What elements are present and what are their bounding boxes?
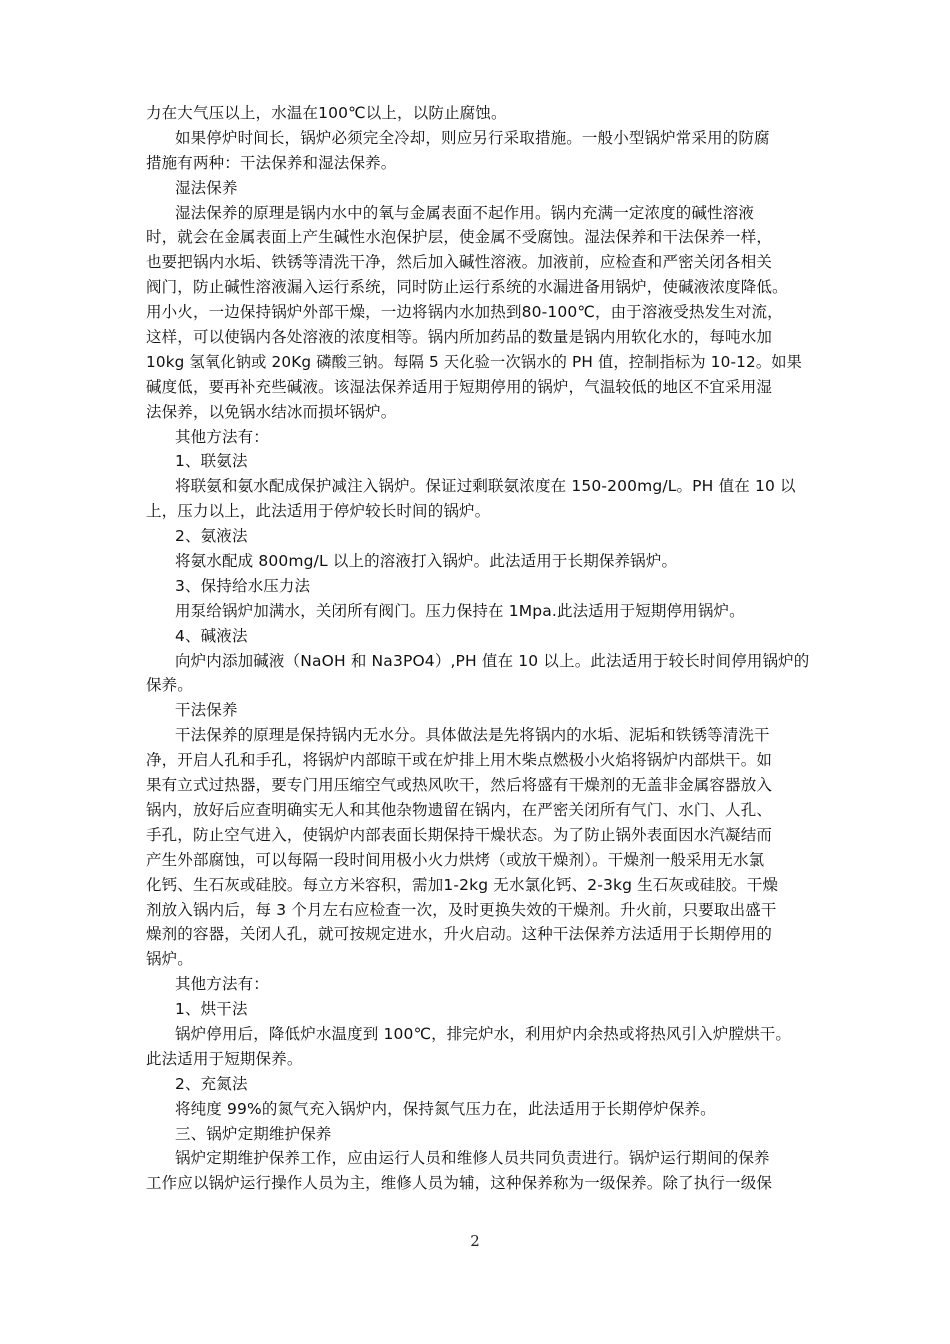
page-number: 2 [470,1232,480,1250]
text-line: 锅炉停用后，降低炉水温度到 100℃，排完炉水，利用炉内余热或将热风引入炉膛烘干。 [175,1024,792,1043]
text-line: 2、充氮法 [175,1074,248,1093]
text-line: 这样，可以使锅内各处溶液的浓度相等。锅内所加药品的数量是锅内用软化水的，每吨水加 [146,328,773,347]
text-line: 措施有两种：干法保养和湿法保养。 [146,153,397,172]
text-line: 用泵给锅炉加满水，关闭所有阀门。压力保持在 1Mpa.此法适用于短期停用锅炉。 [175,601,745,620]
text-line: 向炉内添加碱液（NaOH 和 Na3PO4）,PH 值在 10 以上。此法适用于较长时间停用锅炉的 [175,651,810,670]
text-line: 三、锅炉定期维护保养 [175,1124,332,1143]
text-line: 手孔，防止空气进入，使锅炉内部表面长期保持干燥状态。为了防止锅外表面因水汽凝结而 [146,825,773,844]
text-line: 1、联氨法 [175,452,248,471]
text-line: 剂放入锅内后，每 3 个月左右应检查一次，及时更换失效的干燥剂。升火前，只要取出盛干 [146,900,777,919]
text-line: 其他方法有： [175,975,269,994]
text-line: 用小火，一边保持锅炉外部干燥，一边将锅内水加热到80-100℃，由于溶液受热发生对流， [146,303,783,322]
text-line: 干法保养 [175,701,238,720]
text-line: 保养。 [146,676,193,695]
text-line: 10kg 氢氧化钠或 20Kg 磷酸三钠。每隔 5 天化验一次锅水的 PH 值，控制指标为 10-12。如果 [146,352,803,371]
text-line: 燥剂的容器，关闭人孔，就可按规定进水，升火启动。这种干法保养方法适用于长期停用的 [146,925,773,944]
text-line: 湿法保养的原理是锅内水中的氧与金属表面不起作用。锅内充满一定浓度的碱性溶液 [175,203,755,222]
text-line: 将氨水配成 800mg/L 以上的溶液打入锅炉。此法适用于长期保养锅炉。 [175,552,678,571]
text-line: 净，开启人孔和手孔，将锅炉内部晾干或在炉排上用木柴点燃极小火焰将锅炉内部烘干。如 [146,751,773,770]
text-line: 锅炉。 [146,950,193,969]
text-line: 力在大气压以上，水温在100℃以上，以防止腐蚀。 [146,104,507,122]
text-line: 此法适用于短期保养。 [146,1049,303,1068]
text-line: 产生外部腐蚀，可以每隔一段时间用极小火力烘烤（或放干燥剂）。干燥剂一般采用无水氯 [146,850,765,869]
text-line: 工作应以锅炉运行操作人员为主，维修人员为辅，这种保养称为一级保养。除了执行一级保 [146,1174,773,1193]
text-line: 将联氨和氨水配成保护减注入锅炉。保证过剩联氨浓度在 150-200mg/L。PH 值在 10 以 [175,477,796,496]
text-line: 2、氨液法 [175,527,248,546]
text-line: 也要把锅内水垢、铁锈等清洗干净，然后加入碱性溶液。加液前，应检查和严密关闭各相关 [146,253,773,272]
text-line: 阀门，防止碱性溶液漏入运行系统，同时防止运行系统的水漏进备用锅炉，使碱液浓度降低。 [146,278,788,297]
text-line: 上，压力以上，此法适用于停炉较长时间的锅炉。 [146,502,491,521]
text-line: 锅内，放好后应查明确实无人和其他杂物遗留在锅内，在严密关闭所有气门、水门、人孔、 [146,800,773,819]
text-line: 果有立式过热器，要专门用压缩空气或热风吹干，然后将盛有干燥剂的无盖非金属容器放入 [146,776,773,795]
text-line: 干法保养的原理是保持锅内无水分。具体做法是先将锅内的水垢、泥垢和铁锈等清洗干 [175,726,770,745]
text-line: 化钙、生石灰或硅胶。每立方米容积，需加1-2kg 无水氯化钙、2-3kg 生石灰或硅胶。干燥 [146,875,779,894]
body-text [146,101,810,1196]
text-line: 湿法保养 [175,178,238,197]
text-line: 4、碱液法 [175,626,248,645]
text-line: 时，就会在金属表面上产生碱性水泡保护层，使金属不受腐蚀。湿法保养和干法保养一样， [146,228,773,247]
text-line: 3、保持给水压力法 [175,576,311,595]
text-line: 如果停炉时间长，锅炉必须完全冷却，则应另行采取措施。一般小型锅炉常采用的防腐 [175,128,770,147]
text-line: 其他方法有： [175,427,269,446]
text-line: 碱度低，要再补充些碱液。该湿法保养适用于短期停用的锅炉，气温较低的地区不宜采用湿 [146,377,773,396]
text-line: 1、烘干法 [175,1000,248,1019]
text-line: 将纯度 99%的氮气充入锅炉内，保持氮气压力在，此法适用于长期停炉保养。 [175,1099,716,1118]
text-line: 锅炉定期维护保养工作，应由运行人员和维修人员共同负责进行。锅炉运行期间的保养 [175,1149,770,1168]
text-line: 法保养，以免锅水结冰而损坏锅炉。 [146,402,397,421]
